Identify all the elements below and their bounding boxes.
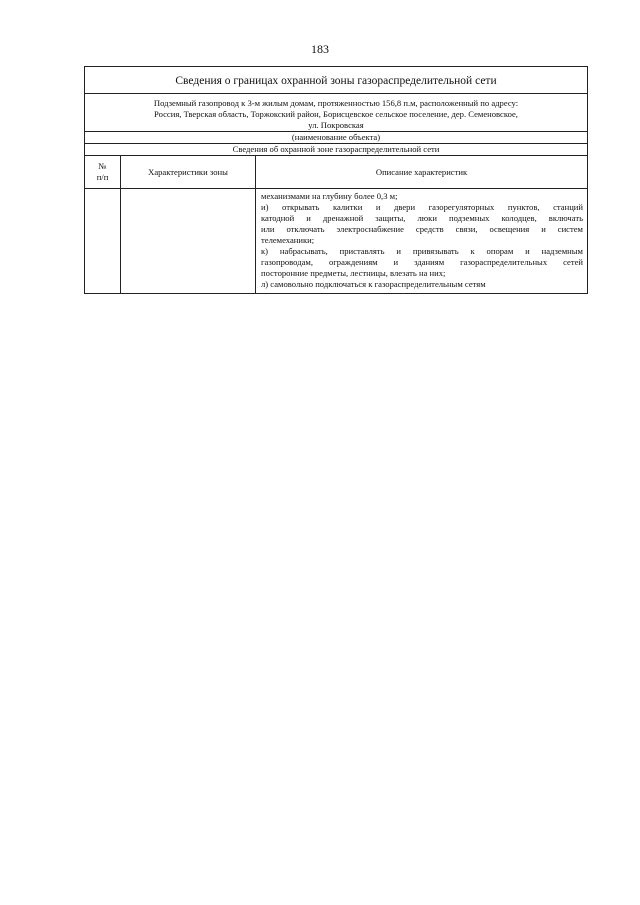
header-description: Описание характеристик: [375, 166, 468, 177]
description-line: механизмами на глубину более 0,3 м;: [261, 191, 398, 201]
description-line: л) самовольно подключаться к газораспределительным сетям: [261, 279, 486, 289]
header-number-abbrev: п/п: [96, 172, 109, 182]
description-line: телемеханики;: [261, 235, 315, 245]
row-number-cell: [85, 189, 121, 293]
row-characteristic-cell: [121, 189, 256, 293]
protection-zone-table: [84, 66, 588, 294]
description-line: или отключать электроснабжение средств связи, освещения и систем: [261, 224, 583, 234]
object-name-line: ул. Покровская: [308, 120, 364, 130]
section-heading: Сведения об охранной зоне газораспределительной сети: [85, 144, 587, 156]
description-line: посторонние предметы, лестницы, влезать на них;: [261, 268, 446, 278]
header-characteristics: Характеристики зоны: [121, 156, 256, 188]
description-line: и) открывать калитки и двери газорегуляторных пунктов, станций: [261, 202, 583, 212]
table-title: Сведения о границах охранной зоны газораспределительной сети: [85, 67, 587, 94]
object-caption: (наименование объекта): [85, 132, 587, 144]
table-header-row: [85, 156, 587, 189]
page-number: 183: [311, 42, 329, 56]
row-description-cell: [256, 189, 587, 293]
description-line: к) набрасывать, приставлять и привязывать к опорам и надземным: [261, 246, 583, 256]
description-line: катодной и дренажной защиты, люки подземных колодцев, включать: [261, 213, 583, 223]
object-name-block: [85, 94, 587, 132]
header-number: [85, 156, 121, 188]
table-row: [85, 189, 587, 293]
description-line: газопроводам, ограждениям и зданиям газораспределительных сетей: [261, 257, 583, 267]
object-name-line: Россия, Тверская область, Торжокский район, Борисцевское сельское поселение, дер. Семеновское,: [154, 109, 518, 119]
object-name-line: Подземный газопровод к 3-м жилым домам, протяженностью 156,8 п.м, расположенный по адресу:: [153, 98, 519, 108]
header-number-symbol: №: [98, 161, 107, 171]
